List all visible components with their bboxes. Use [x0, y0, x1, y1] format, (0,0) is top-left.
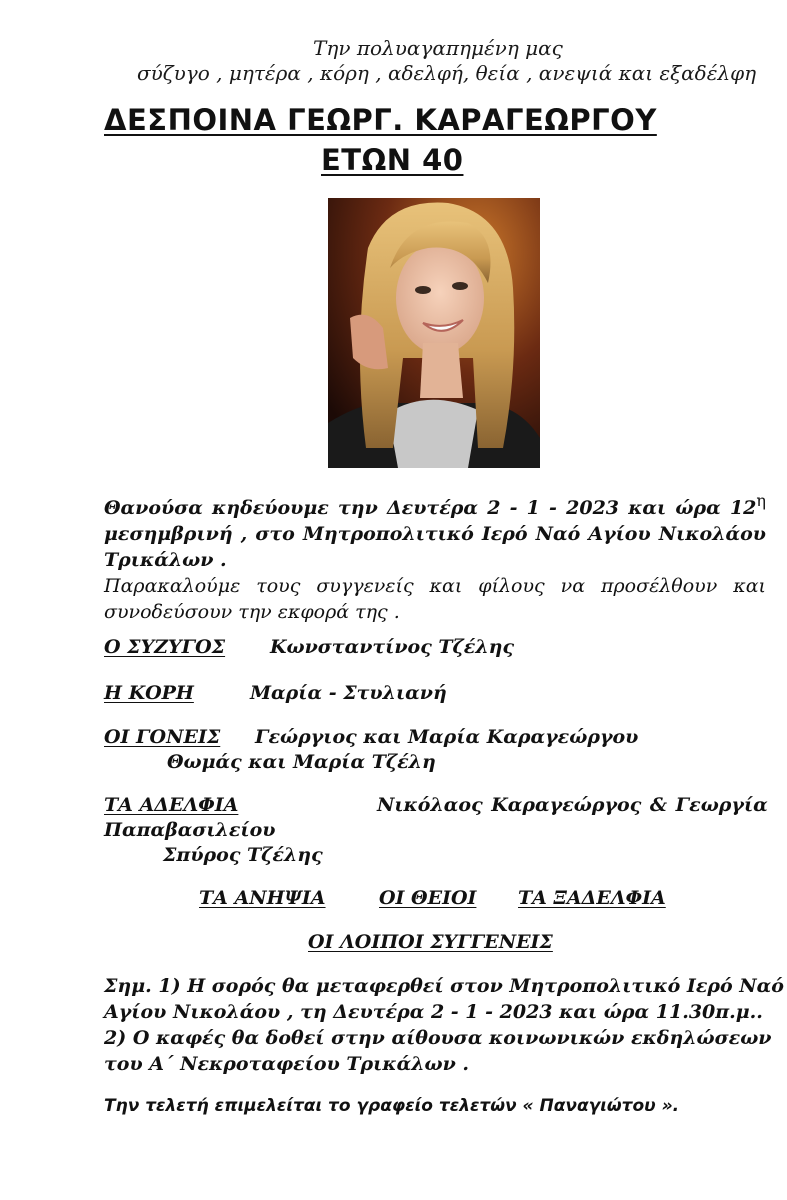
spouse-label: Ο ΣΥΖΥΓΟΣ: [104, 636, 226, 658]
announcement-line-2: μεσημβρινή , στο Μητροπολιτικό Ιερό Ναό Αγίου Νικολάου: [104, 523, 766, 545]
deceased-age: ΕΤΩΝ 40: [321, 143, 464, 177]
notes-line-4: του Α΄ Νεκροταφείου Τρικάλων .: [104, 1053, 470, 1075]
daughter-label: Η ΚΟΡΗ: [104, 682, 194, 704]
parents-line-1: Γεώργιος και Μαρία Καραγεώργου: [255, 726, 639, 748]
siblings-line-2: Παπαβασιλείου: [104, 819, 276, 841]
nieces-label: ΤΑ ΑΝΗΨΙΑ: [199, 887, 326, 909]
notes-block: [104, 973, 784, 1077]
intro-line-1: Την πολυαγαπημένη μας: [313, 36, 563, 60]
other-relatives-label: ΟΙ ΛΟΙΠΟΙ ΣΥΓΓΕΝΕΙΣ: [308, 931, 553, 953]
siblings-label: ΤΑ ΑΔΕΛΦΙΑ: [104, 794, 239, 816]
notes-line-2: Αγίου Νικολάου , τη Δευτέρα 2 - 1 - 2023 και ώρα 11.30π.μ..: [104, 1001, 763, 1023]
daughter-name: Μαρία - Στυλιανή: [250, 682, 447, 704]
siblings-line-3: Σπύρος Τζέλης: [163, 844, 323, 866]
funeral-home-note: Την τελετή επιμελείται το γραφείο τελετών « Παναγιώτου ».: [104, 1096, 680, 1116]
announcement-block: [104, 488, 766, 625]
uncles-label: ΟΙ ΘΕΙΟΙ: [379, 887, 477, 909]
intro-line-2: σύζυγο , μητέρα , κόρη , αδελφή, θεία , ανεψιά και εξαδέλφη: [137, 61, 757, 85]
spouse-name: Κωνσταντίνος Τζέλης: [270, 636, 515, 658]
deceased-name: ΔΕΣΠΟΙΝΑ ΓΕΩΡΓ. ΚΑΡΑΓΕΩΡΓΟΥ: [104, 103, 657, 137]
notes-line-3: 2) Ο καφές θα δοθεί στην αίθουσα κοινωνικών εκδηλώσεων: [104, 1027, 772, 1049]
parents-line-2: Θωμάς και Μαρία Τζέλη: [167, 751, 436, 773]
parents-label: ΟΙ ΓΟΝΕΙΣ: [104, 726, 221, 748]
siblings-line-1: Νικόλαος Καραγεώργος & Γεωργία: [377, 794, 768, 816]
cousins-label: ΤΑ ΞΑΔΕΛΦΙΑ: [518, 887, 666, 909]
announcement-line-4: Παρακαλούμε τους συγγενείς και φίλους να προσέλθουν και: [104, 575, 766, 597]
announcement-line-1: Θανούσα κηδεύουμε την Δευτέρα 2 - 1 - 2023 και ώρα $12^\eta$: [104, 491, 766, 519]
superscript-eta: η: [756, 491, 766, 510]
announcement-line-5: συνοδεύσουν την εκφορά της .: [104, 601, 400, 623]
notes-line-1: Σημ. 1) Η σορός θα μεταφερθεί στον Μητροπολιτικό Ιερό Ναό: [104, 975, 784, 997]
portrait-image: [328, 198, 540, 468]
portrait-photo: [328, 198, 540, 468]
announcement-line-3: Τρικάλων .: [104, 549, 227, 571]
